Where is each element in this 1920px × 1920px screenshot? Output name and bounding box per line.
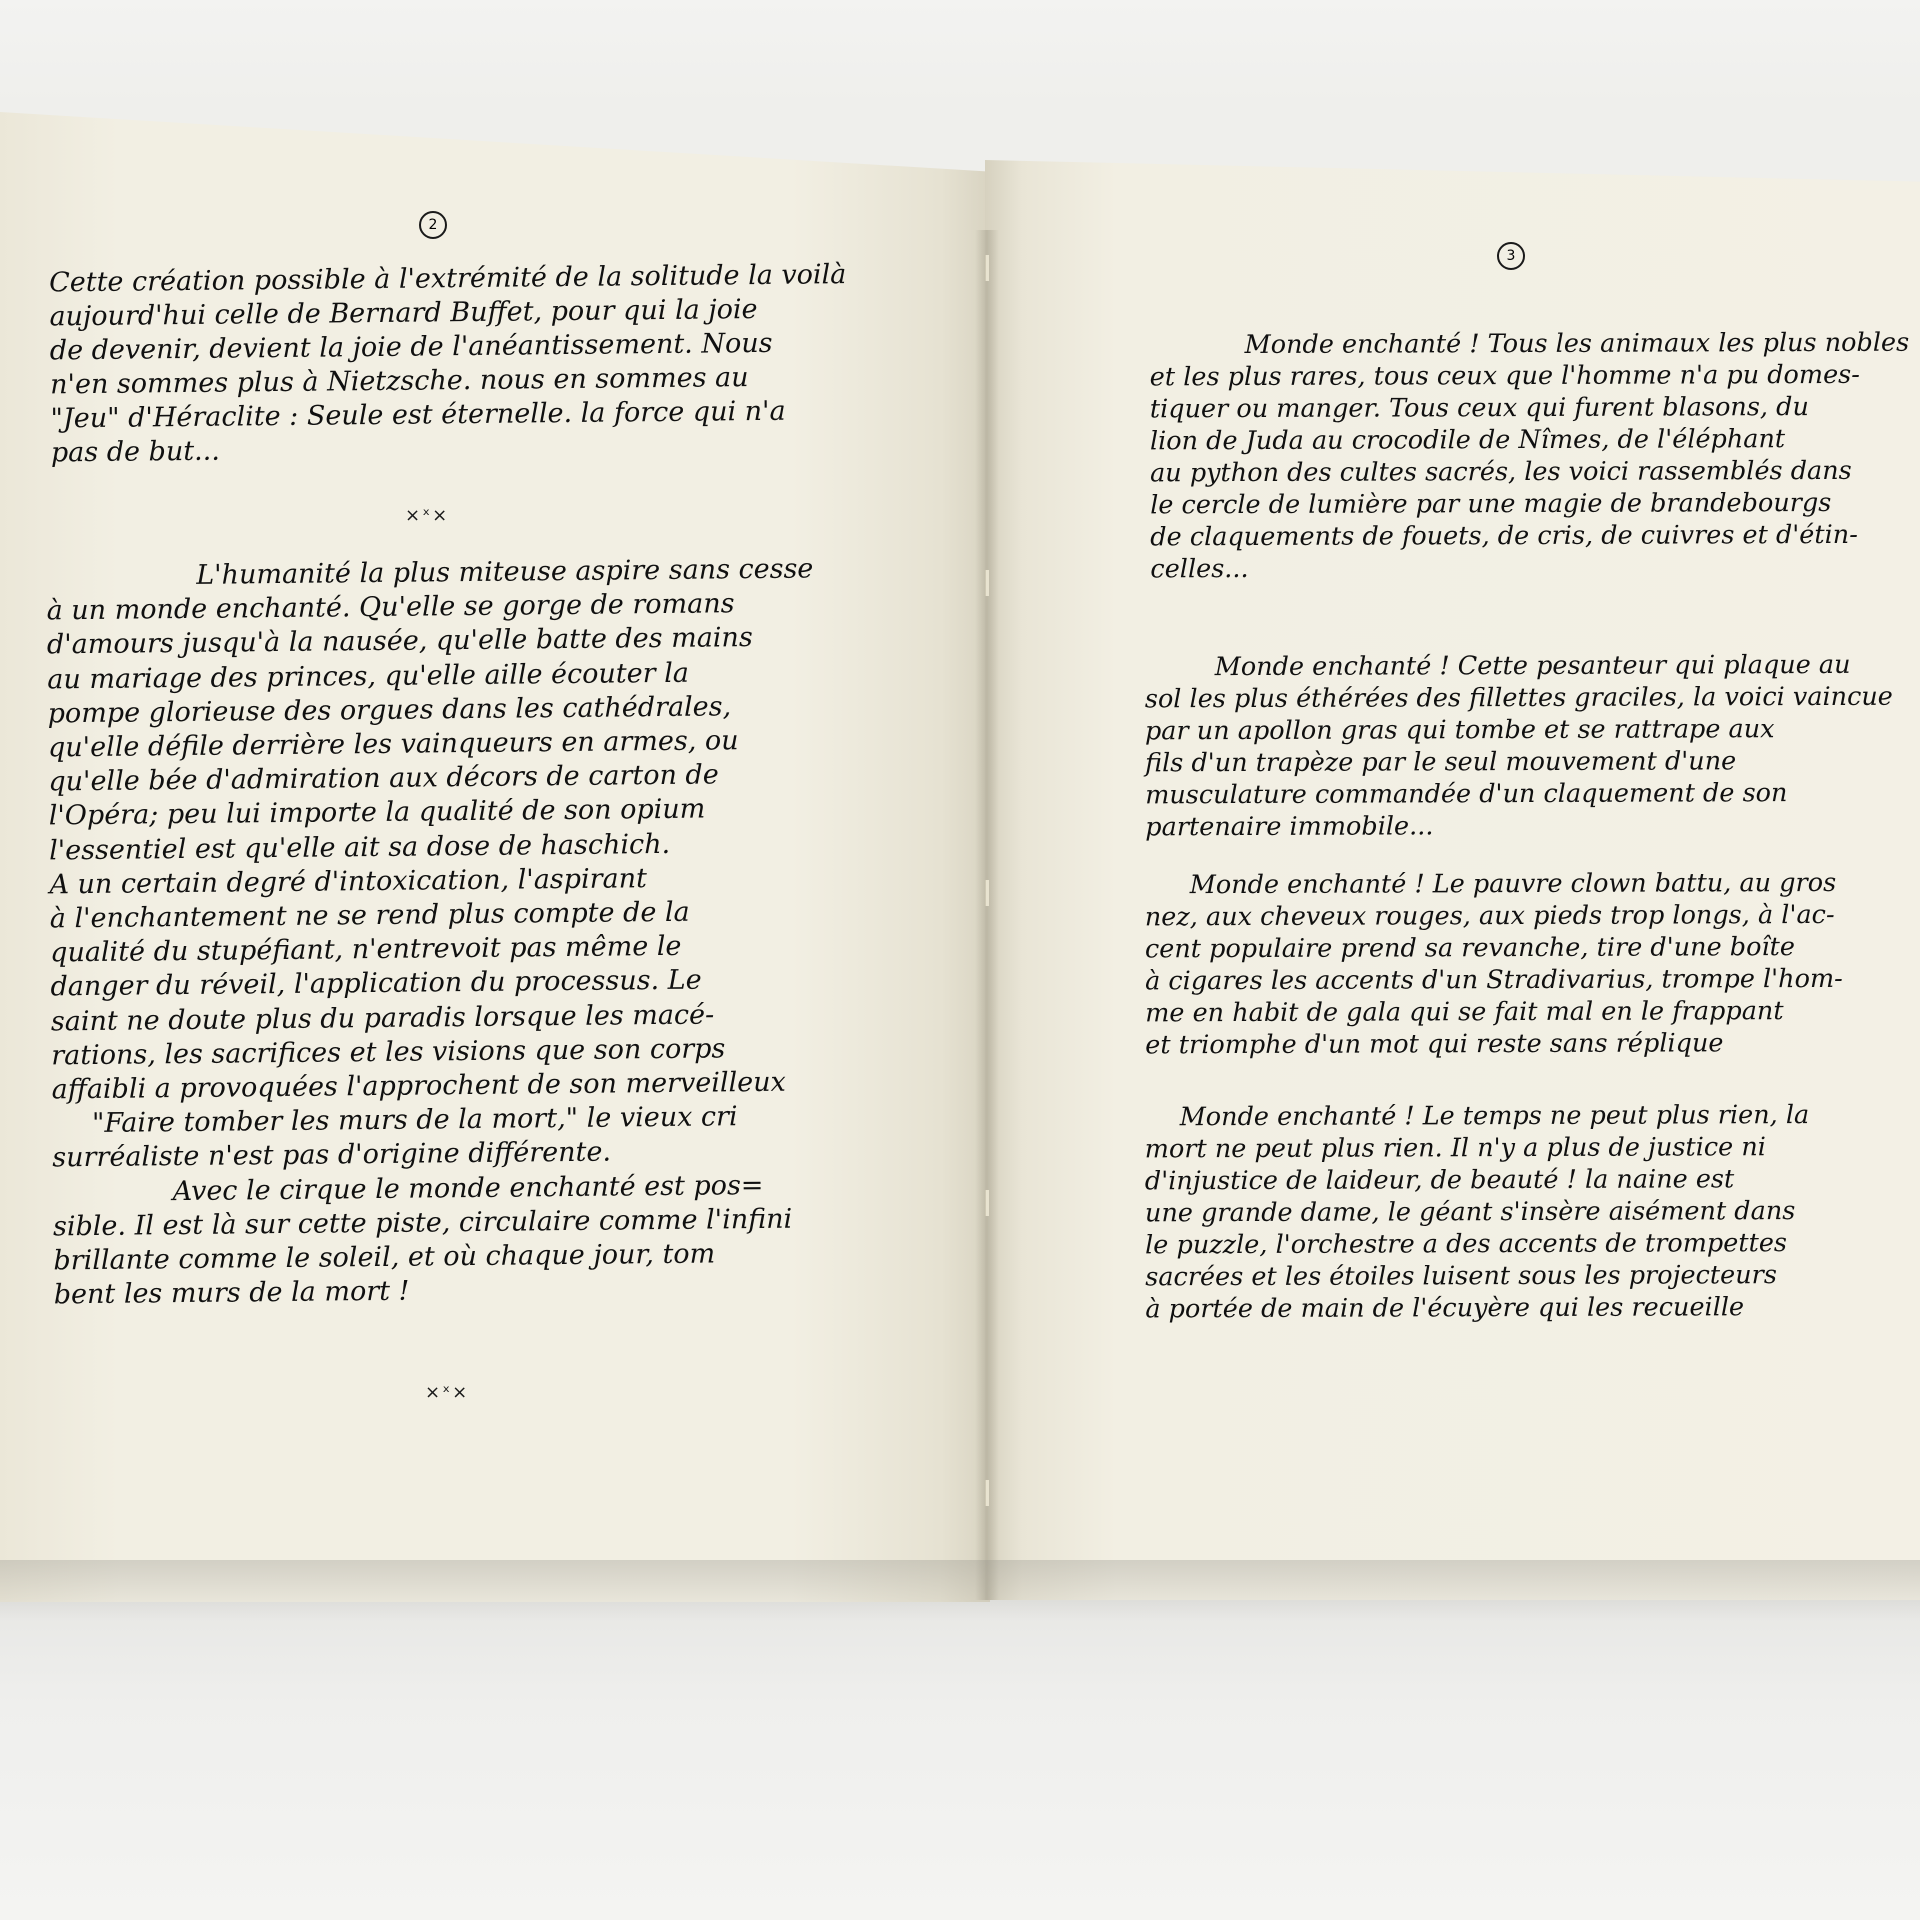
text-line: d'amours jusqu'à la nausée, qu'elle batte des mains [46,622,753,661]
binding-stitch [985,1480,989,1506]
right-paragraph-4 [1145,1099,1911,1326]
text-line: à portée de main de l'écuyère qui les recueille [1145,1292,1745,1325]
text-line: partenaire immobile... [1145,811,1434,843]
text-line: pas de but... [50,435,220,469]
left-page-number: 2 [419,211,447,239]
text-line: aujourd'hui celle de Bernard Buffet, pour qui la joie [49,293,758,333]
binding-stitch [985,570,989,596]
right-paragraph-1 [1150,327,1916,586]
text-line: de devenir, devient la joie de l'anéantissement. Nous [49,327,773,367]
right-paragraph-2 [1145,649,1911,844]
text-line: Monde enchanté ! Cette pesanteur qui plaque au [1214,649,1851,683]
section-separator: ×ˣ× [405,505,450,526]
text-line: qu'elle bée d'admiration aux décors de carton de [48,759,719,798]
text-line: cent populaire prend sa revanche, tire d'une boîte [1144,932,1795,965]
text-line: une grande dame, le géant s'insère aisément dans [1144,1196,1796,1229]
text-line: surréaliste n'est pas d'origine différente. [52,1136,612,1174]
text-line: saint ne doute plus du paradis lorsque les macé- [50,999,715,1038]
text-line: celles... [1150,553,1249,585]
text-line: d'injustice de laideur, de beauté ! la naine est [1144,1164,1735,1197]
text-line: le puzzle, l'orchestre a des accents de trompettes [1145,1228,1788,1261]
text-line: me en habit de gala qui se fait mal en le frappant [1145,996,1784,1029]
text-line: lion de Juda au crocodile de Nîmes, de l'éléphant [1149,424,1786,457]
text-line: "Jeu" d'Héraclite : Seule est éternelle. la force qui n'a [50,395,786,435]
binding-stitch [985,880,989,906]
text-line: Cette création possible à l'extrémité de la solitude la voilà [48,259,847,299]
text-line: mort ne peut plus rien. Il n'y a plus de justice ni [1144,1132,1766,1165]
text-line: danger du réveil, l'application du processus. Le [50,965,702,1003]
text-line: Monde enchanté ! Le temps ne peut plus rien, la [1179,1100,1810,1133]
text-line: fils d'un trapèze par le seul mouvement d'une [1145,746,1737,779]
text-line: Monde enchanté ! Tous les animaux les plus nobles [1244,327,1910,361]
text-line: tiquer ou manger. Tous ceux qui furent blasons, du [1149,392,1809,425]
text-line: au mariage des princes, qu'elle aille écouter la [47,657,690,696]
text-line: musculature commandée d'un claquement de son [1145,778,1788,811]
text-line: qu'elle défile derrière les vainqueurs en armes, ou [47,725,739,764]
text-line: Avec le cirque le monde enchanté est pos= [172,1169,764,1207]
text-line: et les plus rares, tous ceux que l'homme n'a pu domes- [1149,359,1860,393]
binding-stitch [985,1190,989,1216]
text-line: rations, les sacrifices et les visions que son corps [51,1033,726,1072]
text-line: sible. Il est là sur cette piste, circulaire comme l'infini [52,1203,793,1243]
text-line: "Faire tomber les murs de la mort," le vieux cri [91,1101,738,1140]
text-line: brillante comme le soleil, et où chaque jour, tom [53,1238,716,1277]
text-line: pompe glorieuse des orgues dans les cathédrales, [47,691,732,730]
binding-stitch [985,255,989,281]
text-line: sacrées et les étoiles luisent sous les projecteurs [1145,1260,1777,1293]
section-separator: ×ˣ× [425,1382,470,1403]
text-line: L'humanité la plus miteuse aspire sans cesse [196,553,814,591]
text-line: par un apollon gras qui tombe et se rattrape aux [1144,714,1775,747]
text-line: bent les murs de la mort ! [53,1275,410,1311]
text-line: l'Opéra; peu lui importe la qualité de son opium [48,793,706,832]
right-page-number: 3 [1497,242,1525,270]
text-line: Monde enchanté ! Le pauvre clown battu, au gros [1189,867,1837,901]
text-line: sol les plus éthérées des fillettes graciles, la voici vaincue [1144,681,1893,715]
left-paragraph-2 [46,552,894,1313]
text-line: A un certain degré d'intoxication, l'aspirant [49,862,648,901]
text-line: qualité du stupéfiant, n'entrevoit pas même le [50,931,682,969]
text-line: et triomphe d'un mot qui reste sans réplique [1145,1028,1724,1061]
text-line: à un monde enchanté. Qu'elle se gorge de romans [46,588,735,627]
text-line: n'en sommes plus à Nietzsche. nous en sommes au [50,362,749,401]
text-line: de claquements de fouets, de cris, de cuivres et d'étin- [1150,519,1858,553]
text-line: affaibli a provoquées l'approchent de son merveilleux [51,1066,786,1106]
right-paragraph-3 [1145,867,1911,1062]
text-line: au python des cultes sacrés, les voici rassemblés dans [1150,455,1852,489]
left-paragraph-1 [49,258,891,471]
text-line: à l'enchantement ne se rend plus compte de la [49,896,690,935]
book-shadow [0,1560,1920,1620]
text-line: le cercle de lumière par une magie de brandebourgs [1150,487,1832,521]
text-line: nez, aux cheveux rouges, aux pieds trop longs, à l'ac- [1144,899,1835,933]
text-line: l'essentiel est qu'elle ait sa dose de haschich. [48,828,671,867]
book-gutter [975,230,999,1600]
text-line: à cigares les accents d'un Stradivarius, trompe l'hom- [1145,963,1843,997]
